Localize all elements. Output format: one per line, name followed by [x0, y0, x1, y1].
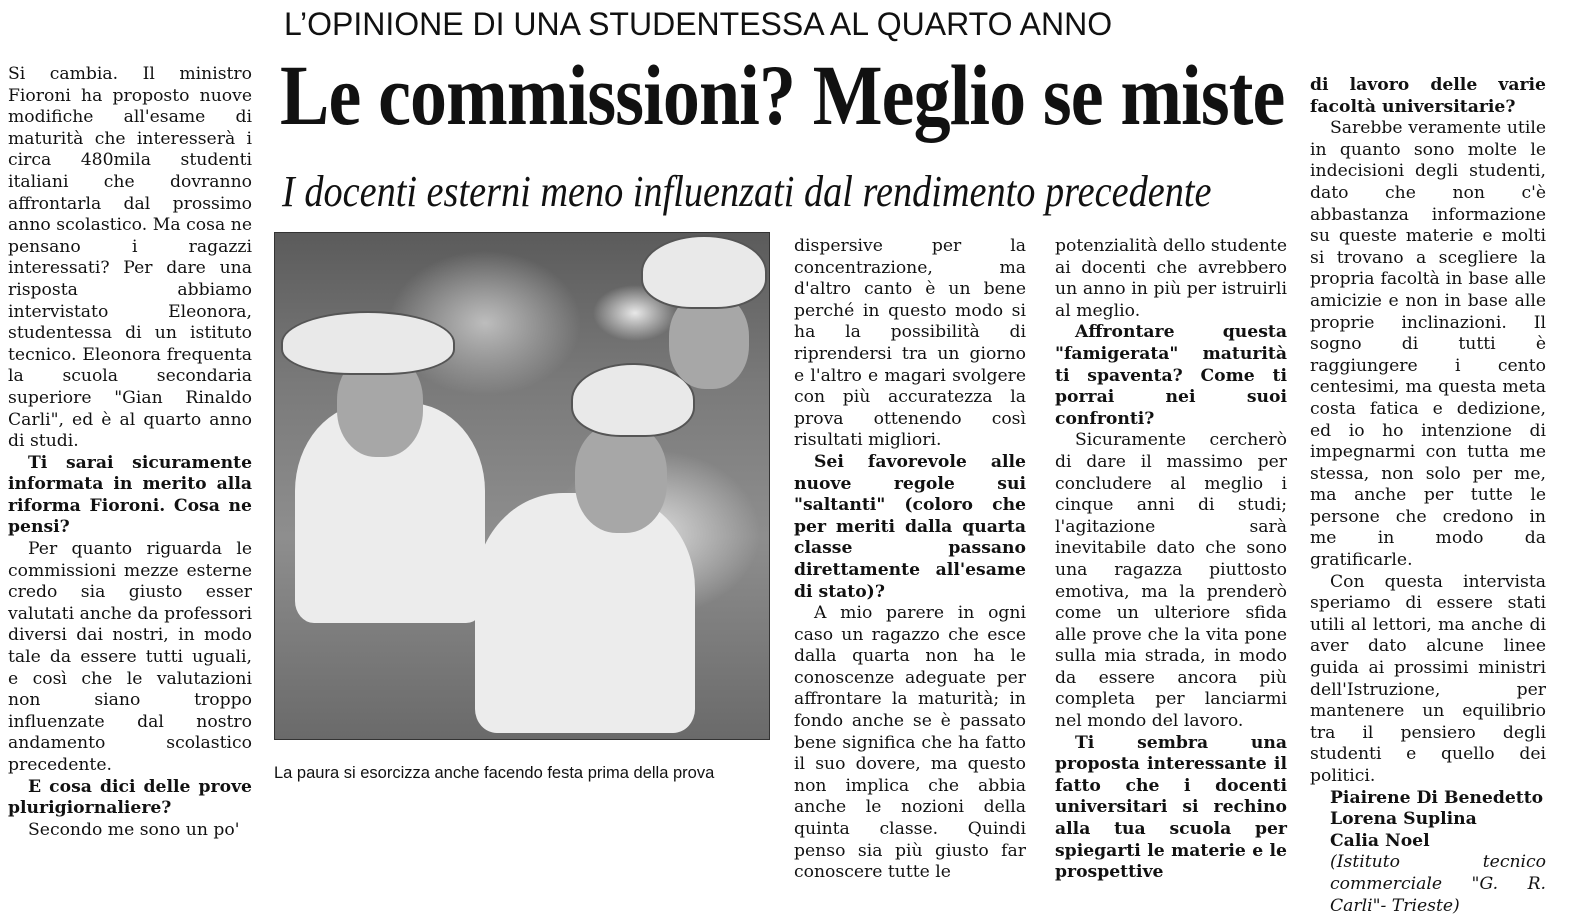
column-3 [1055, 236, 1287, 884]
column-1 [8, 64, 252, 841]
question-3: Sei favorevole alle nuove regole sui "saltanti" (coloro che per meriti dalla quarta classe passano direttamente all'esame di stato)? [794, 451, 1026, 602]
author-1: Piairene Di Benedetto [1330, 787, 1544, 808]
column-4 [1310, 75, 1546, 917]
photo-figure-center-face [575, 423, 667, 533]
kicker: L’OPINIONE DI UNA STUDENTESSA AL QUARTO ANNO [284, 6, 1113, 42]
answer-3-cont: potenzialità dello studente ai docenti che avrebbero un anno in più per istruirli al meglio. [1055, 236, 1288, 321]
answer-2-cont: dispersive per la concentrazione, ma d'altro canto è un bene perché in questo modo si ha la possibilità di riprendersi tra un giorno e l'altro e magari svolgere con più accuratezza la prova ottenendo così risultati migliori. [794, 236, 1026, 451]
answer-4: Sicuramente cercherò di dare il massimo per concludere al meglio i cinque anni di studi; l'agitazione sarà inevitabile dato che sono una ragazza piuttosto emotiva, ma la prenderò come un ulteriore sfida alle prove che la vita pone sulla mia strada, in modo da essere ancora più completa per lanciarmi nel mondo del lavoro. [1055, 430, 1287, 732]
question-4: Affrontare questa "famigerata" maturità ti spaventa? Come ti porrai nei suoi confronti? [1055, 322, 1287, 429]
answer-1: Per quanto riguarda le commissioni mezze esterne credo sia giusto esser valutati anche da professori diversi dai nostri, in modo tale da essere tutti uguali, e così che le valutazioni non siano troppo influenzate dal nostro andamento scolastico precedente. [8, 539, 252, 775]
intro-paragraph: Si cambia. Il ministro Fioroni ha proposto nuove modifiche all'esame di maturità che interesserà i circa 480mila studenti italiani che dovranno affrontarla dal prossimo anno scolastico. Ma cosa ne pensano i ragazzi interessati? Per dare una risposta abbiamo intervistato Eleonora, studentessa di un istituto tecnico. Eleonora frequenta la scuola secondaria superiore "Gian Rinaldo Carli", ed è al quarto anno di studi. [8, 64, 252, 452]
column-2 [794, 236, 1026, 884]
subhead: I docenti esterni meno influenzati dal rendimento precedente [282, 167, 1212, 216]
author-3: Calia Noel [1330, 830, 1430, 851]
headline: Le commissioni? Meglio se miste [280, 47, 1285, 143]
closing-paragraph: Con questa intervista speriamo di essere stati utili al lettori, ma anche di aver dato alcune linee guida ai prossimi ministri dell'Istruzione, per mantenere un equilibrio tra il pensiero degli studenti e quello dei politici. [1310, 571, 1546, 786]
author-2: Lorena Suplina [1330, 809, 1477, 830]
photo-figure-left-hat [281, 311, 455, 375]
photo-caption: La paura si esorcizza anche facendo festa prima della prova [274, 764, 715, 782]
photo-figure-center-shirt [475, 493, 695, 733]
photo [274, 232, 770, 740]
photo-figure-right-hat [641, 235, 767, 309]
author-affiliation: (Istituto tecnico commerciale "G. R. Carli"- Trieste) [1330, 852, 1546, 916]
photo-figure-center-hat [571, 363, 695, 437]
question-5: Ti sembra una proposta interessante il fatto che i docenti universitari si rechino alla tua scuola per spiegarti le materie e le prospettive [1055, 732, 1287, 883]
answer-5: Sarebbe veramente utile in quanto sono molte le indecisioni degli studenti, dato che non c'è abbastanza informazione su queste materie e molti si trovano a scegliere la propria facoltà in base alle amicizie e non in base alle proprie inclinazioni. Il sogno di tutti è raggiungere i cento centesimi, ma questa meta costa fatica e dedizione, ed io ho intenzione di impegnarmi con tutta me stessa, non solo per me, ma anche per tutte le persone che credono in me in modo da gratificarle. [1310, 118, 1546, 571]
question-2: E cosa dici delle prove plurigiornaliere? [8, 776, 252, 819]
question-1: Ti sarai sicuramente informata in merito alla riforma Fioroni. Cosa ne pensi? [8, 452, 252, 538]
answer-2-start: Secondo me sono un po' [28, 819, 240, 840]
answer-3: A mio parere in ogni caso un ragazzo che esce dalla quarta non ha le conoscenze adeguate per affrontare la maturità; in fondo anche se è passato bene significa che ha fatto il suo dovere, ma questo non implica che abbia anche le nozioni della quinta classe. Quindi penso sia più giusto far conoscere tutte le [794, 603, 1026, 883]
question-5-cont: di lavoro delle varie facoltà universitarie? [1310, 75, 1546, 117]
